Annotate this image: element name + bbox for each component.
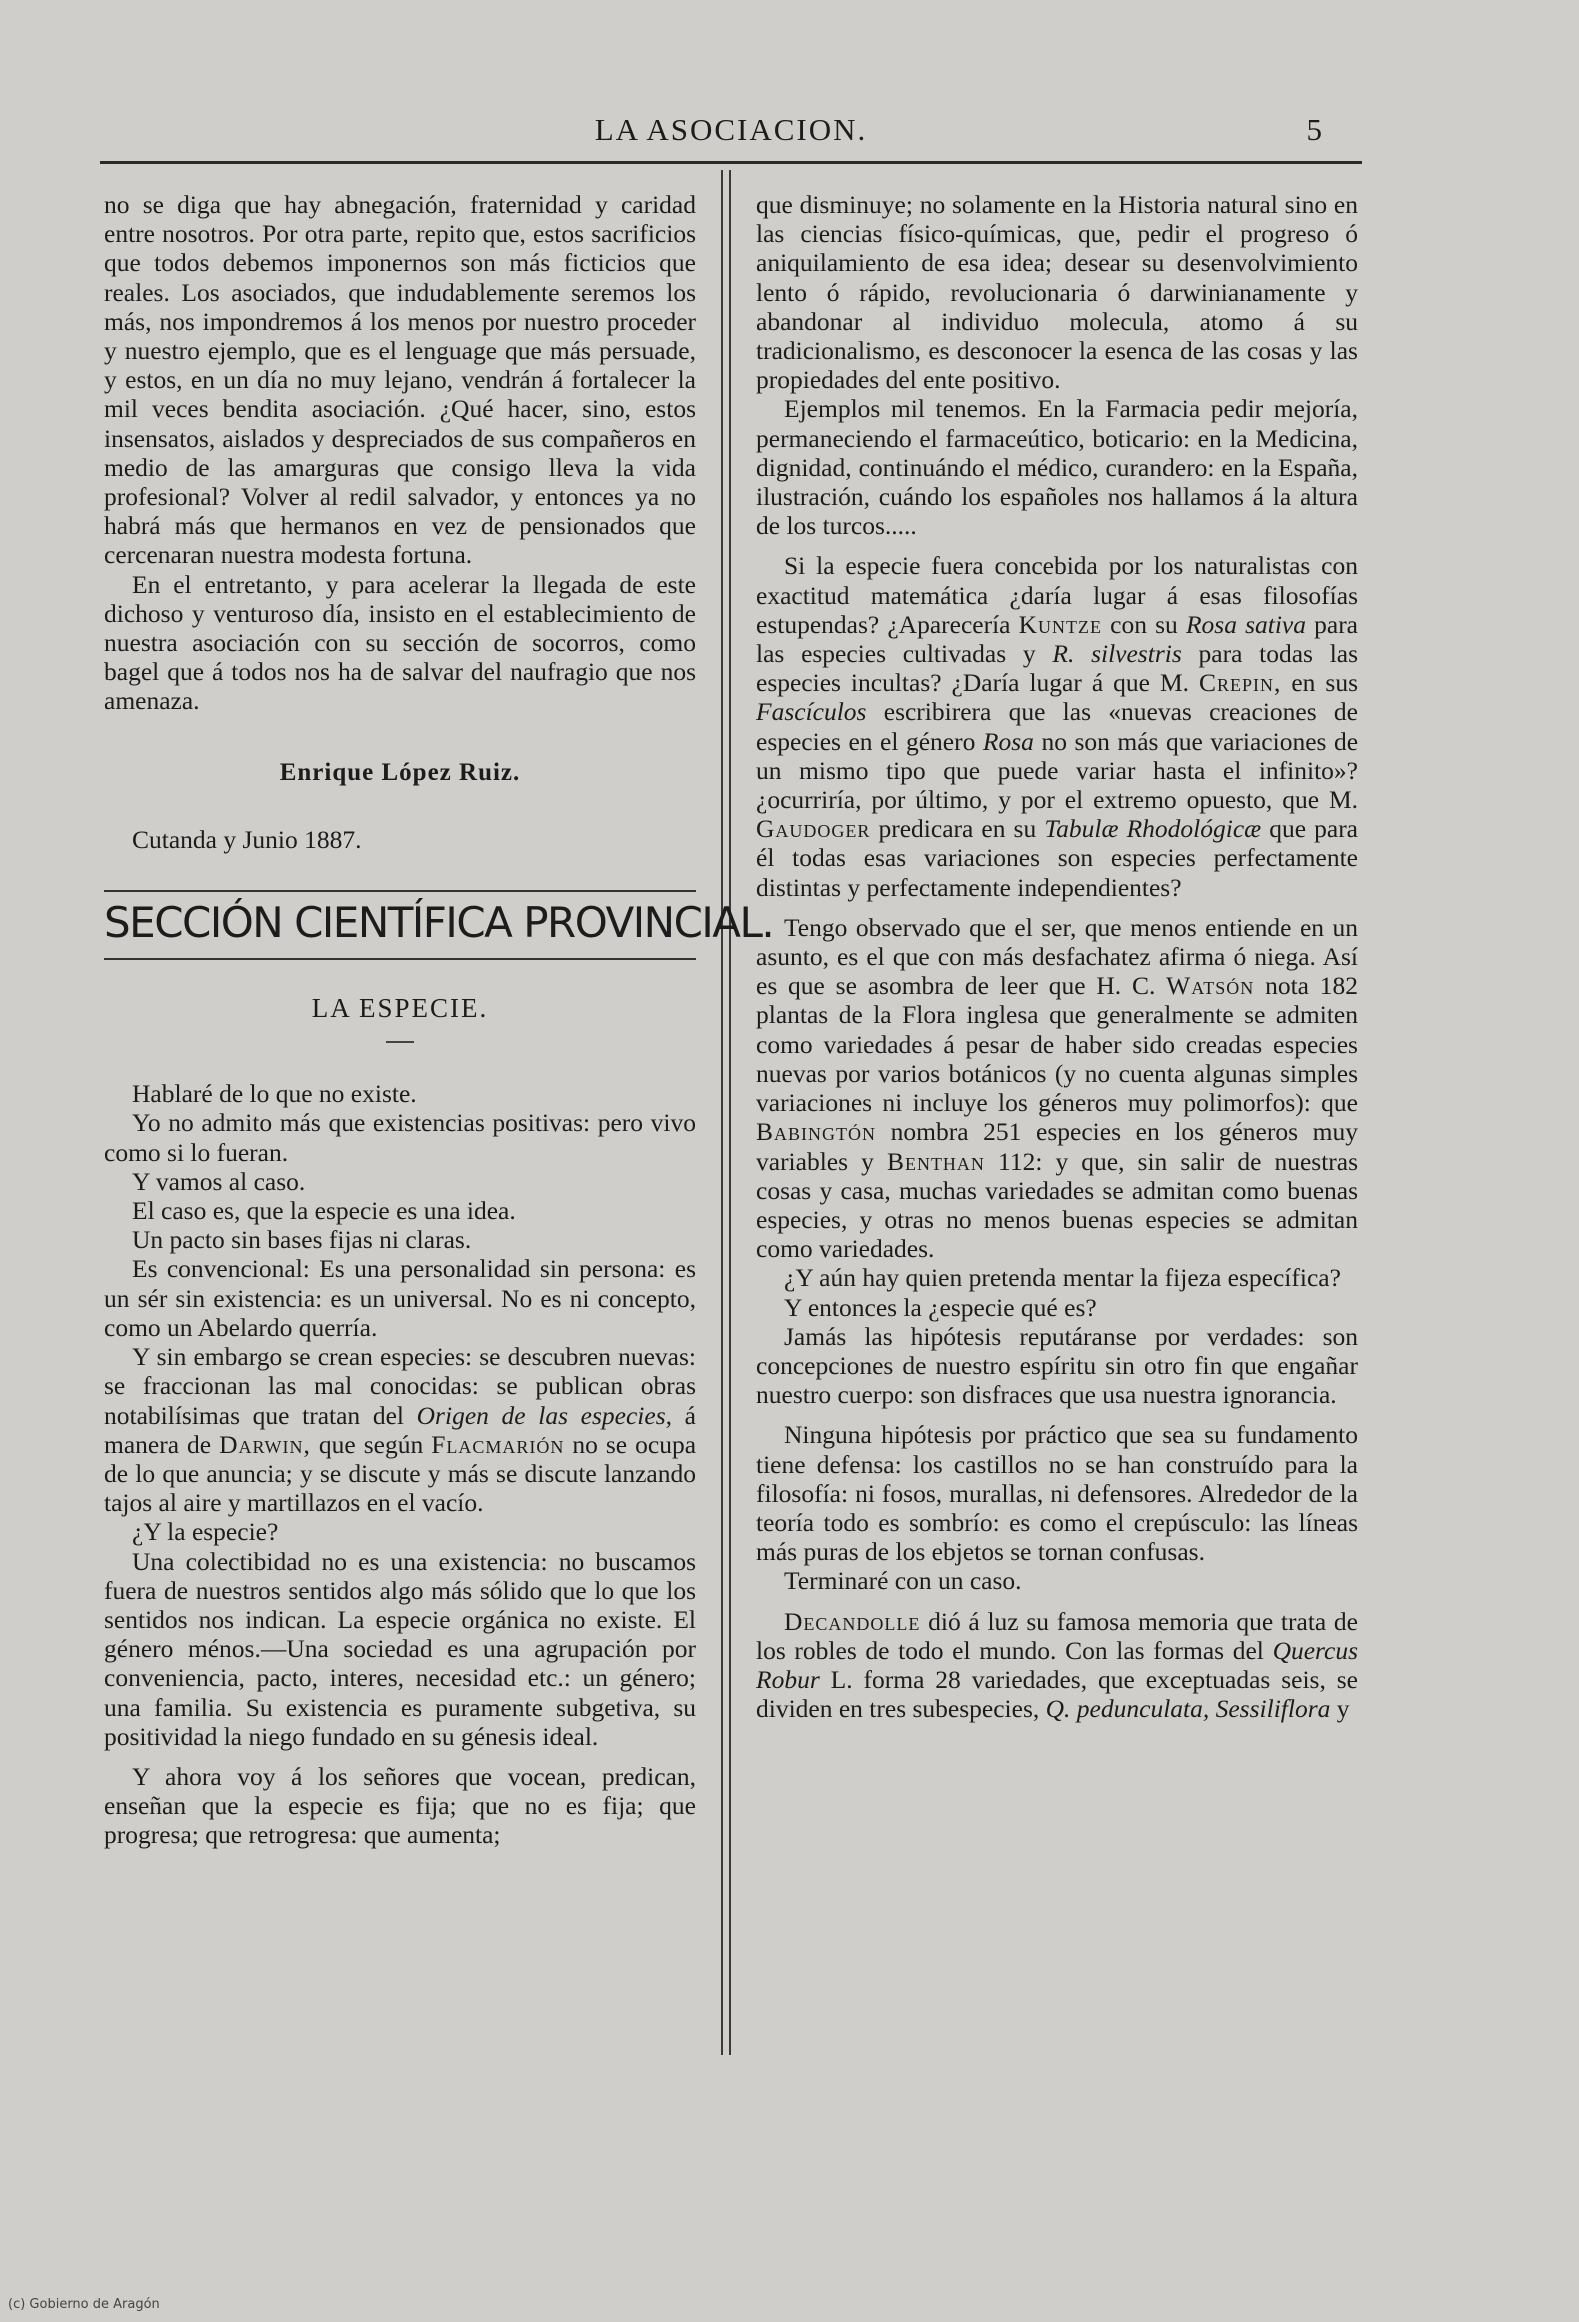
section-title: SECCIÓN CIENTÍFICA PROVINCIAL. [104, 898, 774, 948]
author-name: Crepin, [1198, 668, 1282, 698]
author-name: Kuntze [1018, 609, 1103, 639]
right-column [756, 190, 1358, 1723]
text-run: para todas las especies incultas? ¿Daría lugar á que M. [756, 639, 1359, 698]
paragraph: Y vamos al caso. [132, 1166, 306, 1196]
text-run: predicara en su [878, 814, 1037, 844]
place-date: Cutanda y Junio 1887. [132, 824, 362, 854]
paragraph: Un pacto sin bases fijas ni claras. [132, 1225, 472, 1255]
text-run: Tengo observado que el ser, que menos entiende en un asunto, es el que con más desfachatez afirma ó niega. Así es que se asombra de leer que H. C. [756, 912, 1358, 1001]
paragraph: ¿Y aún hay quien pretenda mentar la fijeza específica? [784, 1263, 1341, 1293]
paragraph: Terminaré con un caso. [784, 1566, 1022, 1596]
paragraph: Ejemplos mil tenemos. En la Farmacia pedir mejoría, permaneciendo el farmaceútico, boticario: en la Medicina, dignidad, continuándo el médico, curandero: en la España, ilustración, cuándo los españoles nos hallamos á la altura de los turcos..... [756, 394, 1358, 541]
paragraph: Ninguna hipótesis por práctico que sea su fundamento tiene defensa: los castillos no se han construído para la filosofía: ni fosos, murallas, ni defensores. Alrededor de la teoría todo es sombrío: es como el crepúsculo: las líneas más puras de los ebjetos se tornan confusas. [756, 1420, 1358, 1567]
paragraph: ¿Y la especie? [132, 1517, 279, 1547]
text-run: y [1336, 1694, 1350, 1724]
paragraph [756, 551, 1358, 901]
article-title: LA ESPECIE. [311, 993, 489, 1024]
text-run: dió á luz su famosa memoria que trata de los robles de todo el mundo. Con las formas del [756, 1606, 1359, 1665]
paragraph: Yo no admito más que existencias positivas: pero vivo como si lo fueran. [104, 1108, 696, 1167]
text-run: en sus [1291, 668, 1359, 698]
paragraph: Y ahora voy á los señores que vocean, predican, enseñan que la especie es fija; que no es fija; que progresa; que retrogresa: que aumenta; [104, 1761, 696, 1850]
text-run: á manera de [104, 1400, 696, 1459]
text-run: escribirera que las «nuevas creaciones de especies en el género [756, 697, 1358, 756]
author-name: Gaudoger [756, 814, 871, 844]
text-run: para las especies cultivadas y [756, 609, 1359, 669]
author-name: Flacmarión [431, 1429, 565, 1459]
author-name: Benthan [886, 1146, 985, 1176]
species-name: Q. pedunculata, Sessiliflora [1045, 1694, 1331, 1724]
paragraph [104, 1342, 696, 1517]
section-heading-box [104, 890, 774, 960]
author-name: Darwin, [219, 1429, 311, 1459]
left-column [104, 190, 774, 1850]
paragraph: Una colectibidad no es una existencia: no buscamos fuera de nuestros sentidos algo más sólido que lo que los sentidos nos indican. La especie orgánica no existe. El género ménos.—Una sociedad es una agrupación por conveniencia, pacto, interes, necesidad etc.: un género; una familia. Su existencia es puramente subgetiva, su positividad la niego fundado en su génesis ideal. [104, 1546, 696, 1751]
species-name: Rosa sativa [1185, 609, 1306, 639]
text-run: L. forma 28 variedades, que exceptuadas seis, se dividen en tres subespecies, [756, 1664, 1358, 1724]
text-run: no se ocupa de lo que anuncia; y se discute y más se discute lanzando tajos al aire y martillazos en el vacío. [104, 1429, 697, 1518]
paragraph: En el entretanto, y para acelerar la llegada de este dichoso y venturoso día, insisto en el establecimiento de nuestra asociación con su sección de socorros, como bagel que á todos nos ha de salvar del naufragio que nos amenaza. [104, 569, 696, 716]
text-run: 112: y que, sin salir de nuestras cosas y casa, muchas variedades se admitan como buenas especies, y otras no menos buenas especies se admitan como variedades. [756, 1146, 1359, 1264]
text-run: nota 182 plantas de la Flora inglesa que generalmente se admiten como variedades á pesar de haber sido creadas especies nuevas por varios botánicos (y no cuenta algunas simples variaciones ni incluye los géneros muy polimorfos): que [756, 971, 1359, 1118]
paragraph: que disminuye; no solamente en la Historia natural sino en las ciencias físico-químicas, que, pedir el progreso ó aniquilamiento de esa idea; desear su desenvolvimiento lento ó rápido, revolucionaria ó darwinianamente y abandonar al individuo molecula, atomo á su tradicionalismo, es desconocer la esenca de las cosas y las propiedades del ente positivo. [756, 190, 1358, 395]
text-run: que para él todas esas variaciones son especies perfectamente distintas y perfectamente independientes? [756, 814, 1359, 902]
copyright-notice: (c) Gobierno de Aragón [8, 2297, 160, 2312]
journal-title: LA ASOCIACION. [594, 112, 868, 147]
author-name: Decandolle [784, 1606, 921, 1636]
text-run: Si la especie fuera concebida por los naturalistas con exactitud matemática ¿daría lugar á esas filosofías estupendas? ¿Aparecería [756, 551, 1358, 639]
paragraph: Es convencional: Es una personalidad sin persona: es un sér sin existencia: es un universal. No es ni concepto, como un Abelardo querría. [104, 1254, 696, 1342]
genus-name: Rosa [982, 726, 1034, 756]
paragraph: Jamás las hipótesis reputáranse por verdades: son concepciones de nuestro espíritu sin otro fin que engañar nuestro cuerpo: son disfraces que usa nuestra ignorancia. [756, 1321, 1358, 1410]
paragraph: no se diga que hay abnegación, fraternidad y caridad entre nosotros. Por otra parte, repito que, estos sacrificios que todos debemos imponernos son más ficticios que reales. Los asociados, que indudablemente seremos los más, nos impondremos á los menos por nuestro proceder y nuestro ejemplo, que es el lenguage que más persuade, y estos, en un día no muy lejano, vendrán á fortalecer la mil veces bendita asociación. ¿Qué hacer, sino, estos insensatos, aislados y despreciados de sus compañeros en medio de las amarguras que consigo lleva la vida profesional? Volver al redil salvador, y entonces ya no habrá más que hermanos en vez de pensionados que cercenaran nuestra modesta fortuna. [104, 190, 696, 570]
book-title: Origen de las especies, [416, 1400, 673, 1430]
paragraph: El caso es, que la especie es una idea. [132, 1196, 516, 1226]
species-name: Quercus Robur [756, 1635, 1359, 1694]
text-run: que según [318, 1429, 424, 1459]
paragraph: Y entonces la ¿especie qué es? [784, 1292, 1097, 1322]
book-title: Tabulæ Rhodológicæ [1044, 814, 1262, 844]
text-run: nombra 251 especies en los géneros muy variables y [756, 1117, 1359, 1176]
author-name: Watsón [1166, 971, 1255, 1001]
species-name: R. silvestris [1052, 639, 1182, 669]
column-divider [721, 170, 731, 2055]
author-name: Babingtón [756, 1117, 876, 1147]
title-dash [386, 1041, 414, 1043]
paragraph [756, 913, 1358, 1263]
text-run: con su [1110, 609, 1178, 639]
book-title: Fascículos [756, 697, 867, 727]
text-run: Y sin embargo se crean especies: se descubren nuevas: se fraccionan las mal conocidas: se publican obras notabilísimas que tratan del [104, 1342, 696, 1430]
text-run: no son más que variaciones de un mismo tipo que puede variar hasta el infinito»? ¿ocurriría, por último, y por el extremo opuesto, que M. [756, 726, 1359, 815]
paragraph: Hablaré de lo que no existe. [132, 1079, 417, 1109]
running-header [100, 112, 1362, 164]
page-number: 5 [1306, 112, 1322, 147]
header-rule [100, 161, 1362, 164]
author-signature: Enrique López Ruiz. [279, 758, 521, 786]
paragraph [756, 1607, 1358, 1724]
